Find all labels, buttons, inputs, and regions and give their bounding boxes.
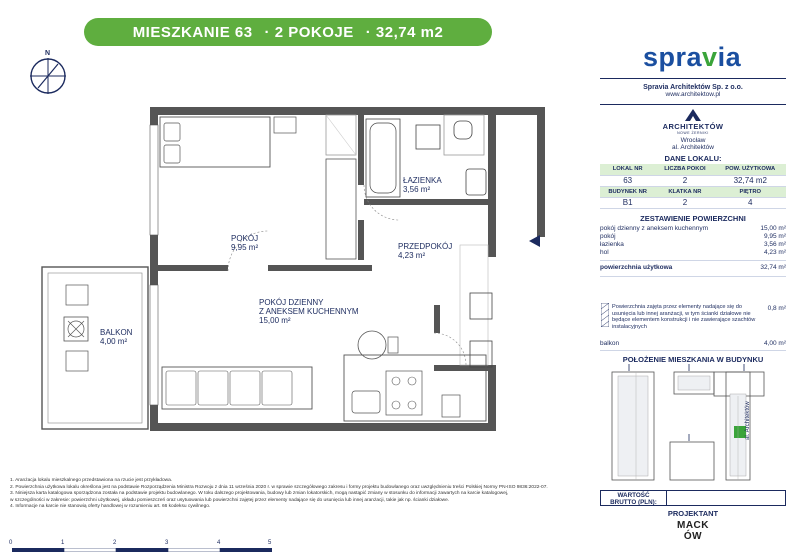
areas-list — [600, 225, 786, 257]
area-total: powierzchnia użytkowa 32,74 m² — [600, 264, 786, 271]
spravia-logo: spravia — [643, 42, 742, 72]
room-przedpokoj-area: 4,23 m² — [398, 251, 426, 260]
architektow-brand: ARCHITEKTÓW — [662, 122, 724, 131]
value-klatka: 2 — [655, 197, 714, 208]
room-pokoj — [231, 234, 258, 252]
scale-bar — [9, 540, 274, 552]
room-pokoj-dzienny-name2: Z ANEKSEM KUCHENNYM — [259, 307, 359, 316]
unit-data-title: DANE LOKALU: — [664, 154, 722, 163]
room-pokoj-name: POKÓJ — [231, 234, 259, 243]
removable-value: 0,8 m² — [767, 305, 786, 312]
company-name: Spravia Architektów Sp. z o.o. — [643, 84, 743, 91]
room-przedpokoj — [398, 242, 452, 260]
apartment-title: MIESZKANIE 63 — [132, 23, 253, 41]
scale-tick: 5 — [268, 540, 272, 546]
value-liczba-pokoi: 2 — [655, 175, 714, 186]
entrance-arrow-icon — [528, 234, 542, 248]
architektow-logo-icon — [684, 108, 702, 122]
header-klatka: KLATKA NR — [655, 186, 714, 197]
price-value — [667, 491, 785, 505]
room-pokoj-dzienny-name1: POKÓJ DZIENNY — [259, 298, 324, 307]
removable-note: Powierzchnia zajęta przez elementy nadające się do usunięcia lub innej aranżacji, w tym ścianki działowe nie będące elementem konstrukcji i nie zawierające szachtów instalacyjnych — [612, 304, 756, 330]
company-url: www.architektow.pl — [665, 91, 721, 98]
building-key-plan — [604, 364, 782, 484]
room-balkon-area: 4,00 m² — [100, 337, 128, 346]
footnotes: 1. Aranżacja lokalu mieszkalnego przedstawiona na rzucie jest przykładowa. 2. Powierzchnia użytkowa lokalu określona jest na podstawie Rozporządzenia Ministra Rozwoju z dnia 11 września 2020 r. w sprawie szczegółowego zakresu i formy projektu budowlanego oraz uwzględnieniu treści Polskiej Normy PN-ISO 9836:2022-07. 3. Niniejsza karta katalogowa sporządzona została na podstawie projektu budowlanego. W toku dalszego projektowania, budowy lub zmian lokatorskich, mogą nastąpić zmiany w stosunku do informacji zawartych na karcie katalogowej, w szczególności w zakresie: powierzchni użytkowej, układu pomieszczeń oraz usytuowania lub powierzchni zajętej przez elementy nadające się do usunięcia lub innej aranżacji, takie jak np. ścianki działowe. 4. Informacje na karcie nie stanowią oferty handlowej w rozumieniu art. 66 kodeksu cywilnego. — [10, 478, 548, 509]
compass-icon — [28, 50, 72, 94]
room-balkon-name: BALKON — [100, 328, 133, 337]
area-row: pokój 9,95 m² — [600, 233, 786, 240]
room-przedpokoj-name: PRZEDPOKÓJ — [398, 242, 453, 251]
header-liczba-pokoi: LICZBA POKOI — [655, 164, 714, 175]
scale-tick: 0 — [9, 540, 13, 546]
price-box — [600, 490, 786, 506]
header-pow-uzytkowa: POW. UŻYTKOWA — [715, 164, 786, 175]
company-info — [600, 84, 786, 98]
location-address — [600, 137, 786, 151]
city: Wrocław — [680, 137, 706, 144]
value-pietro: 4 — [715, 197, 786, 208]
room-balkon — [100, 328, 132, 346]
header-budynek: BUDYNEK NR — [600, 186, 655, 197]
room-lazienka-area: 3,56 m² — [403, 185, 431, 194]
price-label: WARTOŚĆ BRUTTO (PLN): — [601, 491, 667, 505]
designer-logo: MACKÓW — [677, 520, 709, 542]
rooms-count: · 2 POKOJE — [264, 23, 354, 41]
street: al. Architektów — [672, 144, 714, 151]
apartment-area: · 32,74 m2 — [365, 23, 444, 41]
room-lazienka — [403, 176, 442, 194]
value-lokal: 63 — [600, 175, 655, 186]
value-budynek: B1 — [600, 197, 655, 208]
title-bar — [84, 18, 492, 46]
scale-tick: 4 — [217, 540, 221, 546]
area-row: pokój dzienny z aneksem kuchennym 15,00 m² — [600, 225, 786, 232]
floor-plan — [40, 105, 560, 435]
compass-north-label: N — [45, 50, 51, 57]
hatch-icon — [601, 303, 609, 327]
designer-label: PROJEKTANT — [667, 509, 719, 518]
room-pokoj-dzienny-area: 15,00 m² — [259, 316, 291, 325]
architektow-sub: NOWE ŻERNIKI — [677, 131, 709, 135]
room-lazienka-name: ŁAZIENKA — [403, 176, 442, 185]
header-lokal: LOKAL NR — [600, 164, 655, 175]
area-row: hol 4,23 m² — [600, 249, 786, 256]
location-title: POŁOŻENIE MIESZKANIA W BUDYNKU — [622, 355, 764, 364]
area-row: łazienka 3,56 m² — [600, 241, 786, 248]
street-vertical: al. Architektów — [745, 401, 751, 440]
balcony-row: balkon 4,00 m² — [600, 340, 786, 347]
areas-title: ZESTAWIENIE POWIERZCHNI — [640, 214, 746, 223]
room-pokoj-area: 9,95 m² — [231, 243, 259, 252]
unit-data-table — [600, 164, 786, 209]
scale-tick: 2 — [113, 540, 117, 546]
room-pokoj-dzienny — [259, 298, 359, 325]
header-pietro: PIĘTRO — [715, 186, 786, 197]
scale-tick: 3 — [165, 540, 169, 546]
value-pow-uzytkowa: 32,74 m2 — [715, 175, 786, 186]
scale-tick: 1 — [61, 540, 65, 546]
